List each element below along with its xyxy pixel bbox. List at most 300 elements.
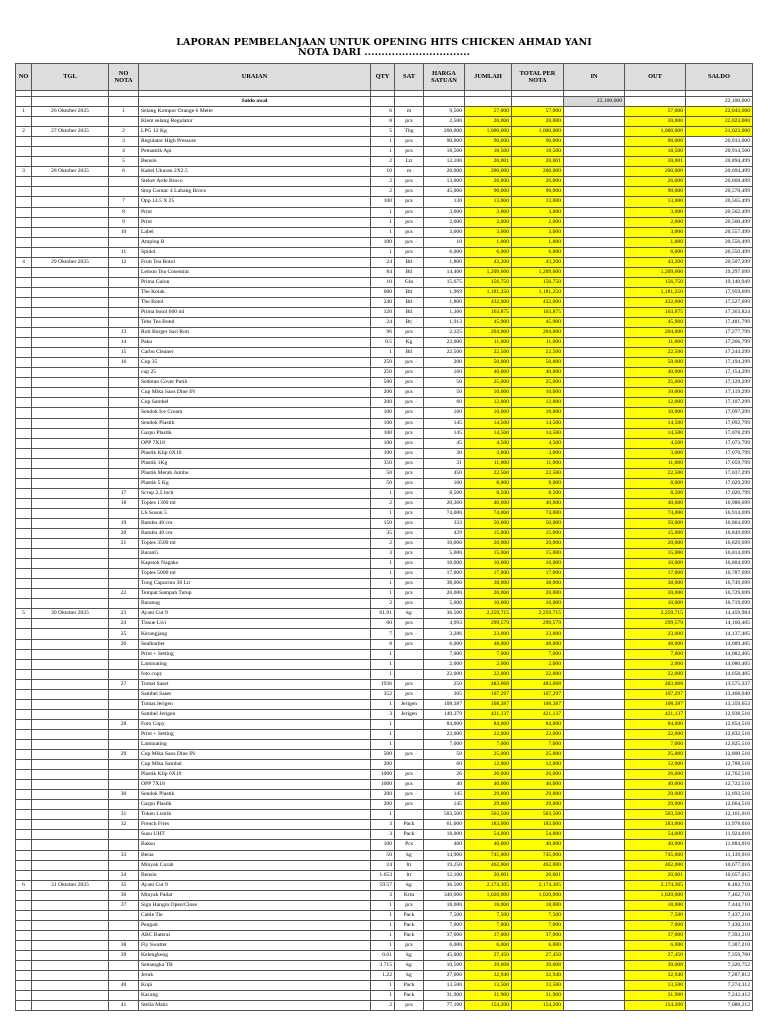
cell-harga: 20,000: [424, 167, 465, 177]
cell-nota: 37: [109, 900, 139, 910]
table-row: [16, 890, 753, 900]
cell-saldo: 20,578,499: [686, 187, 753, 197]
cell-saldo: 12,854,516: [686, 719, 753, 729]
cell-uraian: Scrup 2,5 inch: [139, 488, 371, 498]
cell-sat: pcs: [395, 569, 424, 579]
cell-total: 29,000: [512, 790, 564, 800]
cell-tgl: [32, 508, 109, 518]
cell-tgl: [32, 991, 109, 1001]
table-row: [16, 971, 753, 981]
cell-total: [512, 97, 564, 107]
cell-sat: pcs: [395, 247, 424, 257]
cell-harga: 145: [424, 418, 465, 428]
cell-jumlah: 29,000: [465, 790, 512, 800]
table-row: [16, 569, 753, 579]
cell-saldo: 17,363,824: [686, 307, 753, 317]
cell-jumlah: 483,068: [465, 679, 512, 689]
cell-sat: pcs: [395, 368, 424, 378]
cell-qty: 1.22: [371, 971, 395, 981]
cell-qty: 8: [371, 117, 395, 127]
cell-sat: pcs: [395, 137, 424, 147]
table-row: [16, 127, 753, 137]
cell-no: [16, 328, 32, 338]
cell-saldo: 7,462,710: [686, 890, 753, 900]
table-row: [16, 609, 753, 619]
table-row: [16, 147, 753, 157]
cell-sat: pcs: [395, 147, 424, 157]
cell-total: 22,000: [512, 669, 564, 679]
table-row: [16, 478, 753, 488]
cell-in: [564, 448, 625, 458]
cell-in: [564, 659, 625, 669]
cell-total: 7,000: [512, 920, 564, 930]
cell-tgl: [32, 900, 109, 910]
cell-no: [16, 529, 32, 539]
cell-out: 10,000: [625, 388, 686, 398]
cell-in: [564, 388, 625, 398]
cell-harga: 38,000: [424, 579, 465, 589]
header-harga: HARGA SATUAN: [424, 64, 465, 91]
cell-total: 27,450: [512, 950, 564, 960]
cell-tgl: [32, 287, 109, 297]
cell-nota: 5: [109, 157, 139, 167]
cell-qty: 600: [371, 287, 395, 297]
cell-in: [564, 800, 625, 810]
cell-sat: ltr: [395, 860, 424, 870]
cell-qty: 60: [371, 619, 395, 629]
cell-harga: 26: [424, 770, 465, 780]
cell-total: 84,000: [512, 719, 564, 729]
cell-harga: 30: [424, 448, 465, 458]
cell-in: [564, 709, 625, 719]
cell-uraian: Sign Hangin Open/Close: [139, 900, 371, 910]
cell-qty: 1: [371, 659, 395, 669]
cell-in: [564, 559, 625, 569]
cell-out: 57,000: [625, 107, 686, 117]
cell-no: [16, 358, 32, 368]
cell-no: [16, 508, 32, 518]
cell-tgl: [32, 398, 109, 408]
cell-harga: 333: [424, 518, 465, 528]
table-body: [16, 91, 753, 1011]
cell-sat: Bt;: [395, 318, 424, 328]
table-row: [16, 117, 753, 127]
cell-jumlah: 48,000: [465, 639, 512, 649]
cell-tgl: [32, 719, 109, 729]
cell-nota: [109, 378, 139, 388]
cell-in: [564, 950, 625, 960]
cell-in: [564, 1001, 625, 1011]
header-total: TOTAL PER NOTA: [512, 64, 564, 91]
cell-harga: 1,366: [424, 307, 465, 317]
cell-tgl: [32, 740, 109, 750]
cell-tgl: [32, 157, 109, 167]
cell-tgl: [32, 428, 109, 438]
cell-qty: 200: [371, 760, 395, 770]
cell-nota: [109, 448, 139, 458]
cell-no: [16, 117, 32, 127]
cell-saldo: 20,933,000: [686, 137, 753, 147]
cell-no: [16, 428, 32, 438]
table-row: [16, 599, 753, 609]
cell-nota: [109, 709, 139, 719]
cell-harga: 45,000: [424, 950, 465, 960]
header-tgl: TGL: [32, 64, 109, 91]
cell-no: [16, 950, 32, 960]
cell-out: 183,000: [625, 820, 686, 830]
cell-jumlah: 7,000: [465, 920, 512, 930]
cell-uraian: Steker Arde Broco: [139, 177, 371, 187]
table-row: [16, 961, 753, 971]
cell-no: [16, 247, 32, 257]
cell-harga: 2,000: [424, 217, 465, 227]
cell-in: [564, 358, 625, 368]
cell-harga: 450: [424, 468, 465, 478]
cell-harga: 18,000: [424, 900, 465, 910]
cell-tgl: [32, 137, 109, 147]
cell-nota: 40: [109, 981, 139, 991]
cell-saldo: 12,161,016: [686, 810, 753, 820]
cell-saldo: 16,864,699: [686, 518, 753, 528]
cell-sat: pcs: [395, 448, 424, 458]
cell-qty: 1000: [371, 770, 395, 780]
cell-in: [564, 971, 625, 981]
cell-saldo: 20,550,499: [686, 247, 753, 257]
cell-qty: 1: [371, 940, 395, 950]
cell-in: [564, 127, 625, 137]
cell-total: 1,020,000: [512, 890, 564, 900]
cell-uraian: Sambel Saset: [139, 689, 371, 699]
cell-in: [564, 328, 625, 338]
cell-saldo: 13,575,337: [686, 679, 753, 689]
cell-no: [16, 217, 32, 227]
cell-jumlah: 7,000: [465, 740, 512, 750]
cell-no: [16, 920, 32, 930]
cell-harga: 22,000: [424, 669, 465, 679]
cell-out: 20,000: [625, 117, 686, 127]
cell-qty: 1936: [371, 679, 395, 689]
cell-no: [16, 478, 32, 488]
cell-harga: 13,500: [424, 981, 465, 991]
cell-jumlah: 2,259,715: [465, 609, 512, 619]
cell-jumlah: 17,000: [465, 569, 512, 579]
cell-nota: 17: [109, 488, 139, 498]
cell-uraian: Tomat Jerigen: [139, 699, 371, 709]
cell-uraian: Tissue Livi: [139, 619, 371, 629]
cell-tgl: [32, 418, 109, 428]
cell-sat: pcs: [395, 217, 424, 227]
cell-saldo: 16,719,699: [686, 599, 753, 609]
cell-saldo: 16,829,699: [686, 539, 753, 549]
cell-tgl: [32, 177, 109, 187]
cell-jumlah: 107,297: [465, 689, 512, 699]
cell-jumlah: 45,900: [465, 318, 512, 328]
cell-no: [16, 187, 32, 197]
table-row: [16, 629, 753, 639]
cell-no: [16, 850, 32, 860]
cell-out: 13,500: [625, 981, 686, 991]
cell-in: [564, 940, 625, 950]
cell-jumlah: 3,000: [465, 448, 512, 458]
header-qty: QTY: [371, 64, 395, 91]
cell-in: [564, 107, 625, 117]
cell-jumlah: 38,000: [465, 579, 512, 589]
cell-qty: 1: [371, 569, 395, 579]
cell-harga: 90,000: [424, 137, 465, 147]
cell-nota: [109, 840, 139, 850]
cell-uraian: Ayam Cut 9: [139, 609, 371, 619]
cell-harga: 20,300: [424, 498, 465, 508]
cell-tgl: [32, 478, 109, 488]
cell-sat: pcs: [395, 418, 424, 428]
cell-uraian: Sendok Plastik: [139, 418, 371, 428]
cell-tgl: [32, 97, 109, 107]
cell-harga: 31,900: [424, 991, 465, 1001]
cell-jumlah: 2,000: [465, 217, 512, 227]
cell-total: 37,000: [512, 930, 564, 940]
cell-total: 2,174,305: [512, 880, 564, 890]
cell-out: 54,000: [625, 830, 686, 840]
cell-qty: 1: [371, 669, 395, 679]
cell-in: [564, 930, 625, 940]
cell-no: [16, 750, 32, 760]
cell-saldo: 17,078,299: [686, 428, 753, 438]
cell-total: 22,500: [512, 348, 564, 358]
cell-uraian: Paku: [139, 338, 371, 348]
cell-saldo: 17,266,799: [686, 338, 753, 348]
cell-out: 1,181,250: [625, 287, 686, 297]
cell-out: 15,000: [625, 529, 686, 539]
cell-qty: 7: [371, 629, 395, 639]
cell-saldo: 11,978,016: [686, 820, 753, 830]
cell-sat: Jerigen: [395, 699, 424, 709]
cell-saldo: 7,359,760: [686, 950, 753, 960]
cell-qty: 1: [371, 910, 395, 920]
cell-saldo: 22,023,000: [686, 117, 753, 127]
cell-harga: 14,900: [424, 850, 465, 860]
cell-jumlah: 10,000: [465, 388, 512, 398]
cell-nota: [109, 277, 139, 287]
cell-tgl: [32, 117, 109, 127]
cell-uraian: foto copy: [139, 669, 371, 679]
cell-qty: 0.61: [371, 950, 395, 960]
cell-sat: Btl: [395, 307, 424, 317]
cell-jumlah: 84,000: [465, 719, 512, 729]
cell-nota: 36: [109, 890, 139, 900]
table-row: [16, 237, 753, 247]
cell-total: 22,000: [512, 729, 564, 739]
cell-total: 13,000: [512, 197, 564, 207]
cell-jumlah: 8,500: [465, 488, 512, 498]
cell-in: [564, 900, 625, 910]
cell-saldo: 7,088,212: [686, 1001, 753, 1011]
header-sat: SAT: [395, 64, 424, 91]
cell-in: [564, 237, 625, 247]
cell-saldo: 17,959,699: [686, 287, 753, 297]
cell-nota: [109, 800, 139, 810]
cell-jumlah: 18,500: [465, 147, 512, 157]
table-row: [16, 388, 753, 398]
cell-in: [564, 418, 625, 428]
report-subtitle: NOTA DARI ...............................: [297, 47, 471, 58]
cell-total: 421,137: [512, 709, 564, 719]
cell-uraian: Kopi: [139, 981, 371, 991]
cell-uraian: Regulator High Pressure: [139, 137, 371, 147]
cell-out: 39,008: [625, 961, 686, 971]
cell-harga: 400: [424, 840, 465, 850]
cell-saldo: 17,107,299: [686, 398, 753, 408]
cell-total: 40,600: [512, 498, 564, 508]
cell-qty: 2: [371, 187, 395, 197]
cell-jumlah: 25,000: [465, 750, 512, 760]
header-jumlah: JUMLAH: [465, 64, 512, 91]
cell-harga: 10: [424, 237, 465, 247]
cell-jumlah: 18,000: [465, 900, 512, 910]
cell-harga: 18,000: [424, 830, 465, 840]
cell-nota: [109, 729, 139, 739]
cell-qty: 5: [371, 127, 395, 137]
cell-qty: 1: [371, 247, 395, 257]
cell-nota: 29: [109, 750, 139, 760]
table-row: [16, 498, 753, 508]
cell-jumlah: 22,000: [465, 729, 512, 739]
cell-nota: [109, 297, 139, 307]
cell-sat: kg: [395, 880, 424, 890]
cell-jumlah: 8,000: [465, 478, 512, 488]
cell-no: [16, 930, 32, 940]
cell-qty: 1: [371, 207, 395, 217]
cell-tgl: [32, 458, 109, 468]
table-row: [16, 981, 753, 991]
cell-uraian: Pengait: [139, 920, 371, 930]
cell-harga: 20,000: [424, 589, 465, 599]
cell-harga: 27,000: [424, 971, 465, 981]
cell-nota: 41: [109, 1001, 139, 1011]
cell-total: 25,000: [512, 750, 564, 760]
table-header: [16, 64, 753, 91]
cell-harga: 2,125: [424, 328, 465, 338]
cell-tgl: [32, 388, 109, 398]
cell-qty: 100: [371, 408, 395, 418]
cell-harga: 160: [424, 478, 465, 488]
cell-total: 1,209,600: [512, 267, 564, 277]
cell-tgl: [32, 358, 109, 368]
cell-jumlah: 29,000: [465, 800, 512, 810]
cell-no: [16, 940, 32, 950]
cell-tgl: [32, 348, 109, 358]
cell-out: 156,750: [625, 277, 686, 287]
cell-jumlah: 22,500: [465, 468, 512, 478]
cell-out: 3,000: [625, 448, 686, 458]
cell-no: [16, 318, 32, 328]
table-row: [16, 930, 753, 940]
cell-sat: pcs: [395, 579, 424, 589]
cell-tgl: [32, 689, 109, 699]
cell-out: 31,900: [625, 991, 686, 1001]
cell-total: 23,000: [512, 629, 564, 639]
cell-nota: [109, 860, 139, 870]
cell-saldo: 17,092,799: [686, 418, 753, 428]
cell-out: 7,000: [625, 920, 686, 930]
cell-in: [564, 297, 625, 307]
cell-uraian: Print: [139, 217, 371, 227]
cell-jumlah: 43,200: [465, 257, 512, 267]
cell-qty: 1: [371, 508, 395, 518]
cell-total: 6,000: [512, 247, 564, 257]
cell-out: 17,000: [625, 569, 686, 579]
cell-in: [564, 227, 625, 237]
cell-jumlah: 204,000: [465, 328, 512, 338]
cell-jumlah: 1,000: [465, 237, 512, 247]
cell-total: 26,000: [512, 770, 564, 780]
cell-in: [564, 518, 625, 528]
cell-out: 29,000: [625, 800, 686, 810]
cell-total: 29,000: [512, 800, 564, 810]
table-row: [16, 277, 753, 287]
cell-saldo: 17,073,799: [686, 438, 753, 448]
cell-jumlah: 10,000: [465, 559, 512, 569]
cell-total: 22,500: [512, 468, 564, 478]
cell-in: [564, 408, 625, 418]
cell-jumlah: 6,000: [465, 247, 512, 257]
cell-in: [564, 860, 625, 870]
table-row: [16, 368, 753, 378]
cell-qty: 2: [371, 177, 395, 187]
cell-sat: pcs: [395, 187, 424, 197]
cell-uraian: Spidol: [139, 247, 371, 257]
cell-uraian: Bambu 40 cm: [139, 518, 371, 528]
cell-uraian: Kerangjang: [139, 629, 371, 639]
cell-tgl: [32, 649, 109, 659]
cell-in: [564, 157, 625, 167]
cell-saldo: 22,100,000: [686, 97, 753, 107]
cell-out: 107,297: [625, 689, 686, 699]
cell-out: 27,450: [625, 950, 686, 960]
cell-nota: [109, 478, 139, 488]
cell-tgl: [32, 307, 109, 317]
cell-saldo: 17,129,299: [686, 378, 753, 388]
cell-total: 2,000: [512, 659, 564, 669]
cell-nota: [109, 177, 139, 187]
cell-out: 7,000: [625, 649, 686, 659]
cell-harga: 5,000: [424, 549, 465, 559]
cell-sat: pcs: [395, 408, 424, 418]
cell-no: [16, 870, 32, 880]
cell-nota: 1: [109, 107, 139, 117]
table-row: [16, 699, 753, 709]
cell-tgl: [32, 679, 109, 689]
table-row: [16, 207, 753, 217]
cell-total: 6,000: [512, 940, 564, 950]
cell-jumlah: 40,000: [465, 840, 512, 850]
cell-total: 15,000: [512, 529, 564, 539]
cell-in: [564, 890, 625, 900]
cell-in: [564, 770, 625, 780]
cell-total: 54,000: [512, 830, 564, 840]
cell-saldo: 7,437,210: [686, 910, 753, 920]
table-row: [16, 860, 753, 870]
cell-saldo: 13,468,040: [686, 689, 753, 699]
cell-harga: 22,000: [424, 338, 465, 348]
cell-qty: 2: [371, 599, 395, 609]
cell-out: 3,000: [625, 207, 686, 217]
cell-out: 48,000: [625, 639, 686, 649]
cell-uraian: Bensin: [139, 157, 371, 167]
cell-in: [564, 589, 625, 599]
cell-qty: 1: [371, 589, 395, 599]
cell-uraian: Minyak Curah: [139, 860, 371, 870]
cell-jumlah: 503,500: [465, 810, 512, 820]
